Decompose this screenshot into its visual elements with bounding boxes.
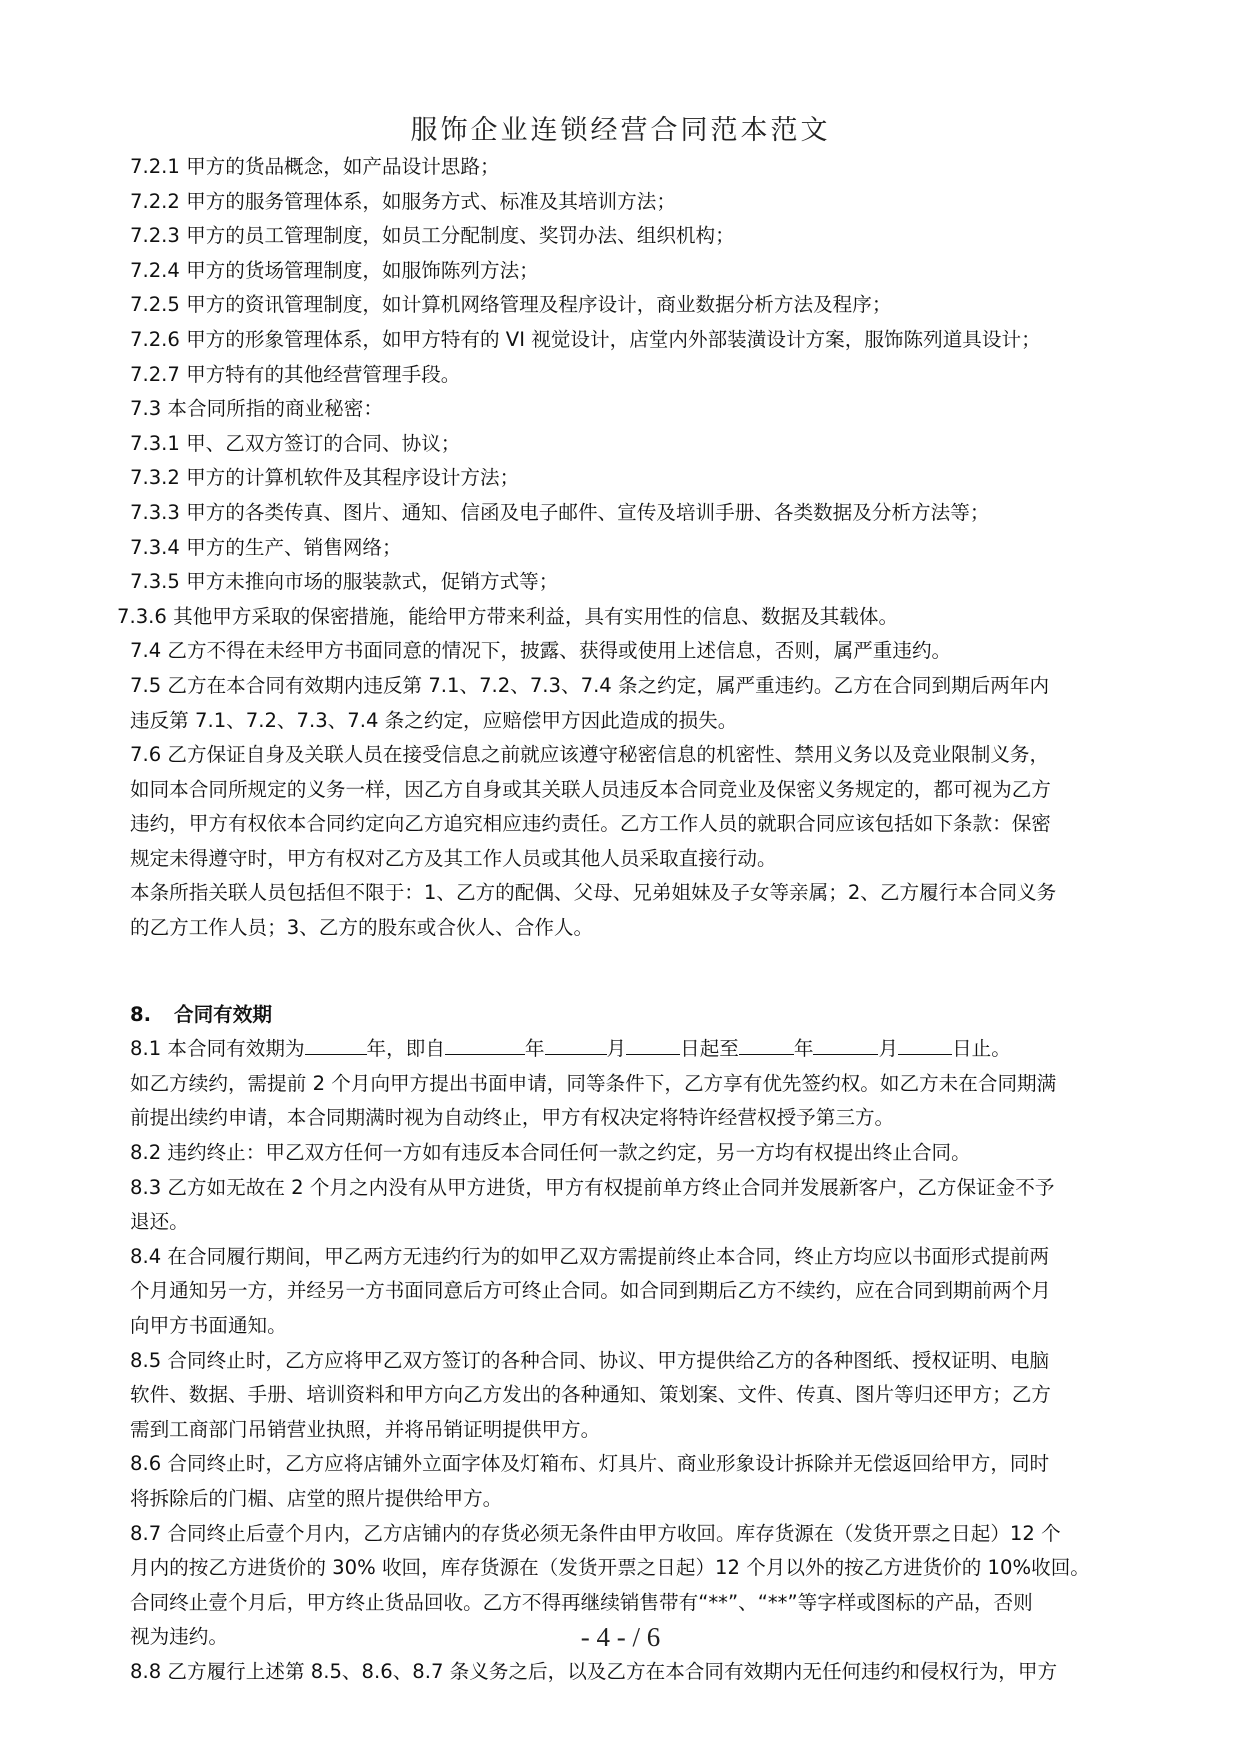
text-line: 规定未得遵守时，甲方有权对乙方及其工作人员或其他人员采取直接行动。 [130,846,777,870]
text-line: 8.3 乙方如无故在 2 个月之内没有从甲方进货，甲方有权提前单方终止合同并发展新客户，乙方保证金不予 [130,1175,1055,1199]
text-line: 将拆除后的门楣、店堂的照片提供给甲方。 [130,1486,503,1510]
text-line: 本条所指关联人员包括但不限于：1、乙方的配偶、父母、兄弟姐妹及子女等亲属；2、乙方履行本合同义务 [130,881,1057,905]
text-line: 7.2.2 甲方的服务管理体系，如服务方式、标准及其培训方法； [130,189,676,213]
blank-field [626,1034,680,1055]
text-line: 8.5 合同终止时，乙方应将甲乙双方签订的各种合同、协议、甲方提供给乙方的各种图纸、授权证明、电脑 [130,1348,1050,1372]
blank-field [545,1034,607,1055]
text-line: 月内的按乙方进货价的 30% 收回，库存货源在（发货开票之日起）12 个月以外的按乙方进货价的 10%收回。 [130,1556,1090,1580]
clause-text: 日止。 [952,1037,1011,1061]
text-line: 如乙方续约，需提前 2 个月向甲方提出书面申请，同等条件下，乙方享有优先签约权。如乙方未在合同期满 [130,1071,1057,1095]
text-line: 7.2.3 甲方的员工管理制度，如员工分配制度、奖罚办法、组织机构； [130,224,735,248]
text-line: 7.3.5 甲方未推向市场的服装款式，促销方式等； [130,570,559,594]
text-line: 7.2.1 甲方的货品概念，如产品设计思路； [130,155,500,178]
text-line: 7.3.4 甲方的生产、销售网络； [130,535,402,559]
clause-8-1-line [130,1032,1160,1067]
section-number: 8. [130,1002,152,1026]
text-line: 个月通知另一方，并经另一方书面同意后方可终止合同。如合同到期后乙方不续约，应在合同到期前两个月 [130,1279,1051,1303]
text-line: 7.3.6 其他甲方采取的保密措施，能给甲方带来利益，具有实用性的信息、数据及其载体。 [117,604,899,628]
text-line: 7.3.3 甲方的各类传真、图片、通知、信函及电子邮件、宣传及培训手册、各类数据及分析方法等； [130,500,990,524]
paragraph-gap [130,946,1160,998]
text-line: 8.2 违约终止：甲乙双方任何一方如有违反本合同任何一款之约定，另一方均有权提出终止合同。 [130,1141,971,1165]
text-line: 合同终止壹个月后，甲方终止货品回收。乙方不得再继续销售带有“**”、“**”等字样或图标的产品，否则 [130,1590,1033,1614]
text-line: 视为违约。 [130,1625,228,1649]
document-body [117,150,1160,1690]
text-line: 8.7 合同终止后壹个月内，乙方店铺内的存货必须无条件由甲方收回。库存货源在（发货开票之日起）12 个 [130,1521,1061,1545]
blank-field [305,1034,367,1055]
text-line: 违反第 7.1、7.2、7.3、7.4 条之约定，应赔偿甲方因此造成的损失。 [130,708,738,732]
text-line: 7.5 乙方在本合同有效期内违反第 7.1、7.2、7.3、7.4 条之约定，属严重违约。乙方在合同到期后两年内 [130,673,1050,697]
text-line: 7.3.2 甲方的计算机软件及其程序设计方法； [130,466,520,490]
section-title: 合同有效期 [174,1002,272,1026]
text-line: 前提出续约申请，本合同期满时视为自动终止，甲方有权决定将特许经营权授予第三方。 [130,1106,895,1130]
clause-text: 8.1 本合同有效期为 [130,1037,305,1061]
text-line: 7.6 乙方保证自身及关联人员在接受信息之前就应该遵守秘密信息的机密性、禁用义务以及竞业限制义务， [130,743,1050,767]
blank-field [813,1034,878,1055]
clause-text: 年，即自 [366,1037,445,1061]
clause-text: 年 [524,1037,545,1061]
text-line: 向甲方书面通知。 [130,1314,287,1337]
text-line: 8.4 在合同履行期间，甲乙两方无违约行为的如甲乙双方需提前终止本合同，终止方均应以书面形式提前两 [130,1244,1050,1268]
text-line: 8.8 乙方履行上述第 8.5、8.6、8.7 条义务之后，以及乙方在本合同有效期内无任何违约和侵权行为，甲方 [130,1659,1058,1683]
clause-text: 年 [793,1037,814,1061]
text-line: 7.4 乙方不得在未经甲方书面同意的情况下，披露、获得或使用上述信息，否则，属严重违约。 [130,639,952,663]
text-line: 的乙方工作人员；3、乙方的股东或合伙人、合作人。 [130,916,594,940]
section-heading [130,998,1160,1033]
document-title: 服饰企业连锁经营合同范本范文 [410,115,831,146]
clause-text: 月 [606,1037,627,1061]
text-line: 7.3 本合同所指的商业秘密： [130,397,383,421]
text-line: 8.6 合同终止时，乙方应将店铺外立面字体及灯箱布、灯具片、商业形象设计拆除并无偿返回给甲方，同时 [130,1452,1050,1476]
text-line: 软件、数据、手册、培训资料和甲方向乙方发出的各种通知、策划案、文件、传真、图片等归还甲方；乙方 [130,1383,1051,1407]
text-line: 7.2.6 甲方的形象管理体系，如甲方特有的 VI 视觉设计，店堂内外部装潢设计方案，服饰陈列道具设计； [130,327,1041,351]
text-line: 如同本合同所规定的义务一样，因乙方自身或其关联人员违反本合同竞业及保密义务规定的，都可视为乙方 [130,777,1051,801]
text-line: 需到工商部门吊销营业执照，并将吊销证明提供甲方。 [130,1417,601,1441]
text-line: 7.2.5 甲方的资讯管理制度，如计算机网络管理及程序设计，商业数据分析方法及程序； [130,293,892,317]
blank-field [898,1034,952,1055]
blank-field [739,1034,794,1055]
text-line: 违约，甲方有权依本合同约定向乙方追究相应违约责任。乙方工作人员的就职合同应该包括如下条款：保密 [130,812,1051,836]
text-line: 7.2.7 甲方特有的其他经营管理手段。 [130,362,461,386]
clause-text: 月 [878,1037,899,1061]
text-line: 退还。 [130,1210,189,1234]
blank-field [445,1034,525,1055]
text-line: 7.3.1 甲、乙双方签订的合同、协议； [130,431,461,455]
clause-text: 日起至 [680,1037,739,1061]
page-number: - 4 - / 6 [580,1622,661,1652]
text-line: 7.2.4 甲方的货场管理制度，如服饰陈列方法； [130,258,539,282]
